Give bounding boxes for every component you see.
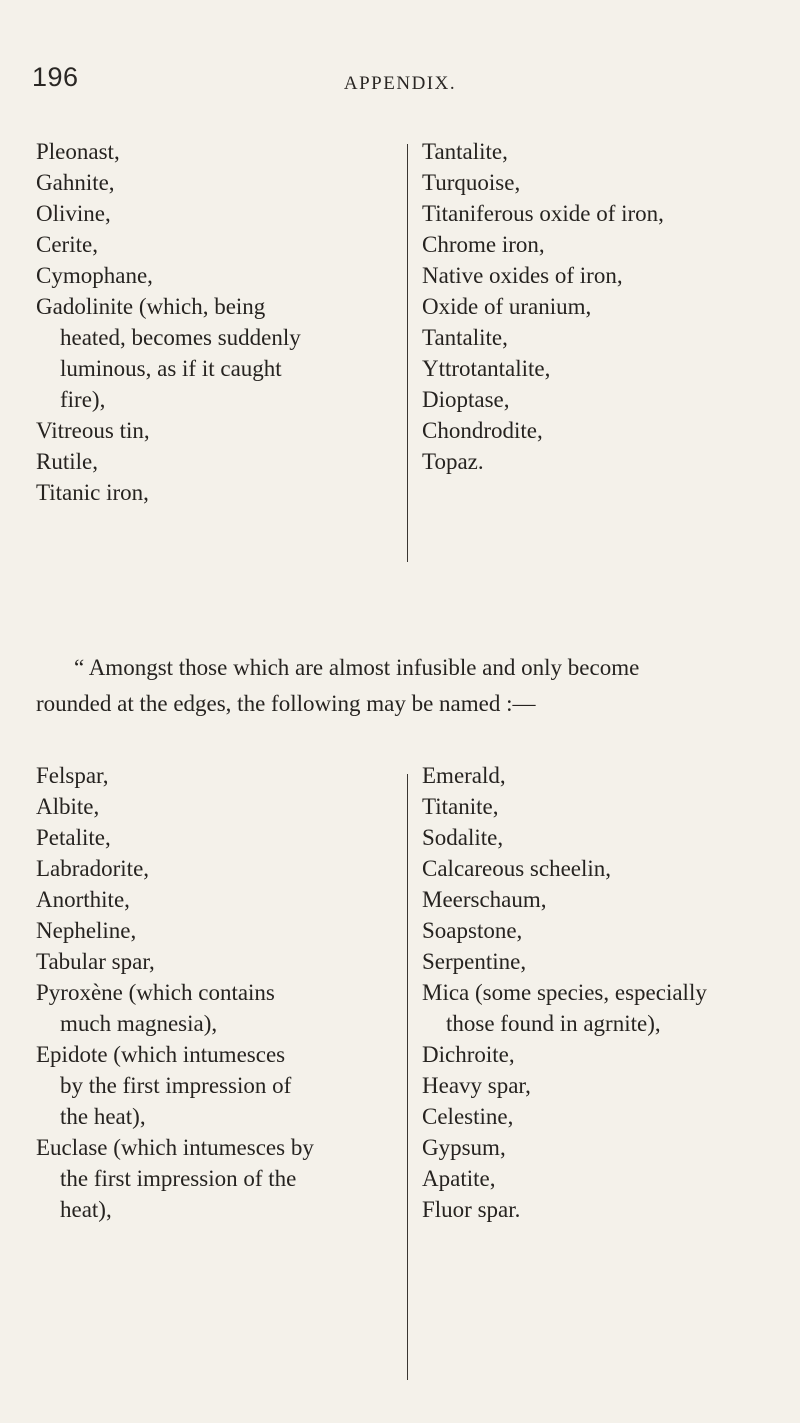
list-item: Sodalite, xyxy=(422,825,504,850)
mineral-list-2 xyxy=(36,760,776,1400)
list-item: Petalite, xyxy=(36,825,111,850)
list-item: Apatite, xyxy=(422,1166,496,1191)
list-item: Cerite, xyxy=(36,232,98,257)
list-item: Tabular spar, xyxy=(36,949,155,974)
list-item: Euclase (which intumesces by xyxy=(36,1135,314,1160)
list-item-continuation: heated, becomes suddenly xyxy=(60,325,301,350)
list-item: Anorthite, xyxy=(36,887,130,912)
list-item: Rutile, xyxy=(36,449,98,474)
mineral-list-2-left-column xyxy=(36,760,376,1225)
list-item: Gahnite, xyxy=(36,170,115,195)
list-item-continuation: the heat), xyxy=(60,1104,146,1129)
list-item: Gypsum, xyxy=(422,1135,506,1160)
list-item: Turquoise, xyxy=(422,170,521,195)
list-item-continuation: much magnesia), xyxy=(60,1011,218,1036)
list-item: Native oxides of iron, xyxy=(422,263,623,288)
mineral-list-1 xyxy=(36,136,776,566)
list-item: Topaz. xyxy=(422,449,484,474)
list-item: Chondrodite, xyxy=(422,418,543,443)
list-item: Dioptase, xyxy=(422,387,510,412)
list-item: Dichroite, xyxy=(422,1042,515,1067)
column-divider xyxy=(407,774,408,1380)
list-item: Epidote (which intumesces xyxy=(36,1042,286,1067)
list-item: Soapstone, xyxy=(422,918,523,943)
list-item: Meerschaum, xyxy=(422,887,547,912)
list-item-continuation: luminous, as if it caught xyxy=(60,356,282,381)
mineral-list-1-left-column xyxy=(36,136,376,508)
list-item: Titaniferous oxide of iron, xyxy=(422,201,664,226)
list-item: Olivine, xyxy=(36,201,111,226)
list-item: Tantalite, xyxy=(422,139,508,164)
column-divider xyxy=(407,144,408,562)
list-item: Gadolinite (which, being xyxy=(36,294,266,319)
running-head: APPENDIX. xyxy=(343,73,457,94)
list-item: Fluor spar. xyxy=(422,1197,521,1222)
list-item-continuation: heat), xyxy=(60,1197,112,1222)
mineral-list-2-right-column xyxy=(422,760,782,1225)
list-item: Tantalite, xyxy=(422,325,508,350)
list-item: Pyroxène (which contains xyxy=(36,980,275,1005)
mineral-list-1-right-column xyxy=(422,136,782,477)
list-item: Titanite, xyxy=(422,794,499,819)
list-item-continuation: fire), xyxy=(60,387,106,412)
paragraph-line: “ Amongst those which are almost infusible and only become xyxy=(74,655,640,680)
list-item: Emerald, xyxy=(422,763,506,788)
list-item: Pleonast, xyxy=(36,139,120,164)
list-item: Vitreous tin, xyxy=(36,418,150,443)
list-item: Serpentine, xyxy=(422,949,527,974)
paragraph-line: rounded at the edges, the following may be named :— xyxy=(36,691,536,716)
list-item: Oxide of uranium, xyxy=(422,294,592,319)
list-item-continuation: the first impression of the xyxy=(60,1166,297,1191)
list-item: Felspar, xyxy=(36,763,109,788)
list-item: Nepheline, xyxy=(36,918,137,943)
list-item: Chrome iron, xyxy=(422,232,545,257)
list-item: Heavy spar, xyxy=(422,1073,531,1098)
list-item: Cymophane, xyxy=(36,263,153,288)
page-number: 196 xyxy=(32,62,79,92)
body-paragraph xyxy=(36,650,766,722)
list-item: Titanic iron, xyxy=(36,480,149,505)
list-item: Calcareous scheelin, xyxy=(422,856,612,881)
list-item: Albite, xyxy=(36,794,100,819)
list-item: Labradorite, xyxy=(36,856,150,881)
list-item: Yttrotantalite, xyxy=(422,356,551,381)
list-item: Celestine, xyxy=(422,1104,514,1129)
list-item: Mica (some species, especially xyxy=(422,980,707,1005)
list-item-continuation: by the first impression of xyxy=(60,1073,292,1098)
list-item-continuation: those found in agrnite), xyxy=(446,1011,661,1036)
